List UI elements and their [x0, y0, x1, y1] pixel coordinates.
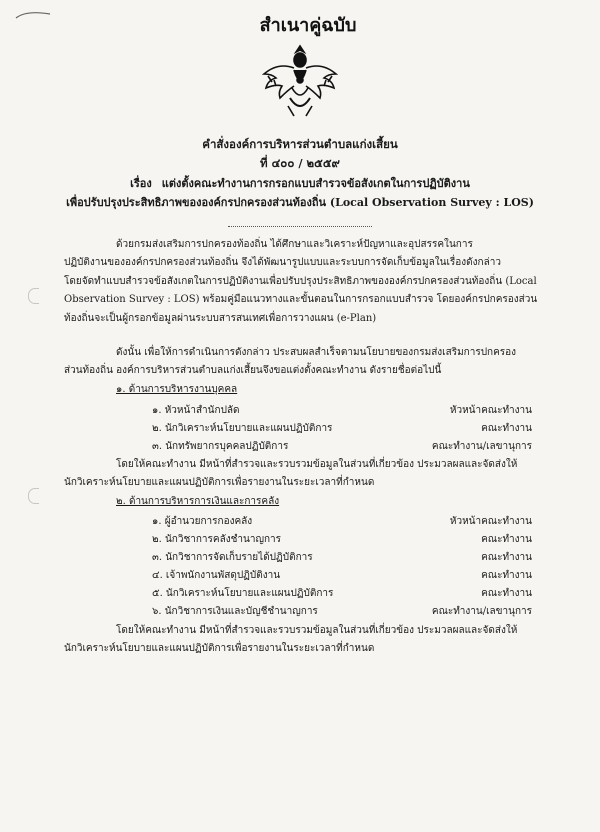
subject-text-1: แต่งตั้งคณะทำงานการกรอกแบบสำรวจข้อสังเกตในการปฏิบัติงาน [161, 177, 470, 190]
member-row [152, 403, 532, 421]
punch-hole [28, 488, 39, 504]
member-position: ๒. นักวิเคราะห์นโยบายและแผนปฏิบัติการ [152, 423, 333, 434]
section-heading-finance: ๒. ด้านการบริหารการเงินและการคลัง [116, 496, 280, 507]
paragraph-line: นักวิเคราะห์นโยบายและแผนปฏิบัติการเพื่อรายงานในระยะเวลาที่กำหนด [64, 643, 375, 655]
paragraph-line: นักวิเคราะห์นโยบายและแผนปฏิบัติการเพื่อรายงานในระยะเวลาที่กำหนด [64, 477, 375, 489]
pen-mark-icon [14, 6, 54, 22]
member-position: ๑. ผู้อำนวยการกองคลัง [152, 516, 253, 527]
member-row [152, 604, 532, 622]
subject-line-2: เพื่อปรับปรุงประสิทธิภาพขององค์กรปกครองส่วนท้องถิ่น (Local Observation Survey : LOS) [66, 196, 534, 209]
member-row [152, 439, 532, 457]
intro-paragraph [64, 236, 542, 328]
member-position: ๖. นักวิชาการเงินและบัญชีชำนาญการ [152, 606, 318, 617]
punch-hole [28, 288, 39, 304]
member-role: หัวหน้าคณะทำงาน [449, 516, 532, 527]
member-role: คณะทำงาน [481, 534, 532, 545]
order-subject [40, 174, 560, 212]
member-position: ๕. นักวิเคราะห์นโยบายและแผนปฏิบัติการ [152, 588, 334, 599]
therefore-paragraph [64, 344, 542, 381]
paragraph-line: ส่วนท้องถิ่น องค์การบริหารส่วนตำบลแก่งเสี้ยนจึงขอแต่งตั้งคณะทำงาน ดังรายชื่อต่อไปนี้ [64, 365, 442, 377]
member-role: คณะทำงาน/เลขานุการ [431, 606, 532, 617]
duty-paragraph-finance [64, 622, 542, 659]
member-row [152, 550, 532, 568]
copy-stamp: สำเนาคู่ฉบับ [259, 15, 357, 36]
member-role: หัวหน้าคณะทำงาน [449, 405, 532, 416]
member-row [152, 568, 532, 586]
member-role: คณะทำงาน [481, 570, 532, 581]
member-role: คณะทำงาน/เลขานุการ [431, 441, 532, 452]
member-position: ๑. หัวหน้าสำนักปลัด [152, 405, 240, 416]
member-position: ๒. นักวิชาการคลังชำนาญการ [152, 534, 282, 545]
garuda-emblem-icon [258, 40, 342, 120]
member-row [152, 532, 532, 550]
paragraph-line: โดยให้คณะทำงาน มีหน้าที่สำรวจและรวบรวมข้อมูลในส่วนที่เกี่ยวข้อง ประมวลผลและจัดส่งให้ [116, 625, 518, 636]
member-role: คณะทำงาน [481, 552, 532, 563]
member-position: ๓. นักวิชาการจัดเก็บรายได้ปฏิบัติการ [152, 552, 313, 563]
order-number: ที่ ๔๐๐ / ๒๕๕๙ [260, 156, 340, 170]
member-position: ๓. นักทรัพยากรบุคคลปฏิบัติการ [152, 441, 289, 452]
paragraph-line: ท้องถิ่นจะเป็นผู้กรอกข้อมูลผ่านระบบสารสนเทศเพื่อการวางแผน (e-Plan) [64, 312, 377, 324]
paragraph-line: โดยจัดทำแบบสำรวจข้อสังเกตในการปฏิบัติงานเพื่อปรับปรุงประสิทธิภาพขององค์กรปกครองส่วนท้องถิ่น (Local [64, 275, 537, 287]
member-row [152, 586, 532, 604]
member-role: คณะทำงาน [481, 423, 532, 434]
paragraph-line: Observation Survey : LOS) พร้อมคู่มือแนวทางและขั้นตอนในการกรอกแบบสำรวจ โดยองค์กรปกครองส่วน [64, 294, 538, 306]
subject-label: เรื่อง [130, 177, 152, 190]
member-row [152, 514, 532, 532]
paragraph-line: ดังนั้น เพื่อให้การดำเนินการดังกล่าว ประสบผลสำเร็จตามนโยบายของกรมส่งเสริมการปกครอง [116, 347, 517, 358]
member-row [152, 421, 532, 439]
paragraph-line: ด้วยกรมส่งเสริมการปกครองท้องถิ่น ได้ศึกษาและวิเคราะห์ปัญหาและอุปสรรคในการ [116, 239, 473, 250]
dotted-divider [228, 226, 372, 227]
order-title: คำสั่งองค์การบริหารส่วนตำบลแก่งเสี้ยน [202, 137, 398, 151]
section-heading-personnel: ๑. ด้านการบริหารงานบุคคล [116, 384, 238, 395]
member-role: คณะทำงาน [481, 588, 532, 599]
paragraph-line: โดยให้คณะทำงาน มีหน้าที่สำรวจและรวบรวมข้อมูลในส่วนที่เกี่ยวข้อง ประมวลผลและจัดส่งให้ [116, 459, 518, 470]
subject-line-1 [40, 174, 560, 193]
paragraph-line: ปฏิบัติงานขององค์กรปกครองส่วนท้องถิ่น จึงได้พัฒนารูปแบบและระบบการจัดเก็บข้อมูลในเรื่องดังกล่าว [64, 257, 501, 269]
member-position: ๔. เจ้าพนักงานพัสดุปฏิบัติงาน [152, 570, 281, 581]
duty-paragraph-personnel [64, 456, 542, 493]
